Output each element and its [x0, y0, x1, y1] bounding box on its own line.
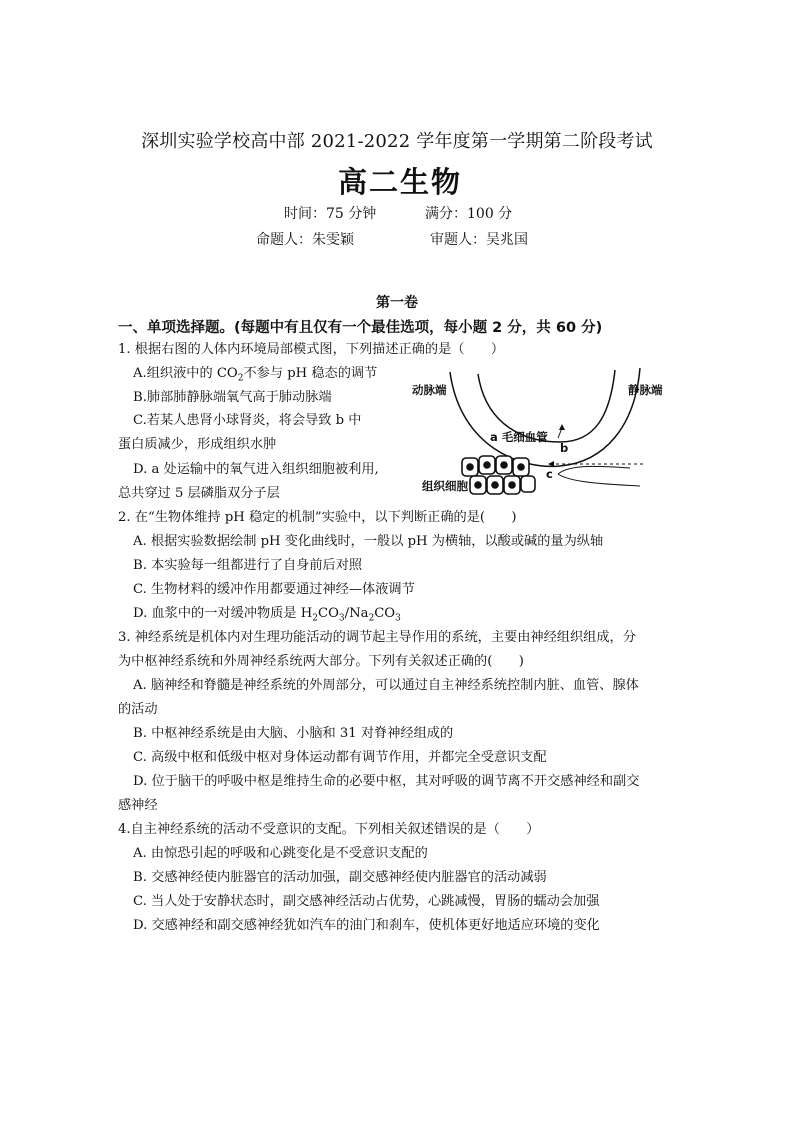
q2-option-c: C. 生物材料的缓冲作用都要通过神经—体液调节 — [133, 582, 415, 597]
q3-stem-line2: 为中枢神经系统和外周神经系统两大部分。下列有关叙述正确的( ) — [118, 654, 524, 669]
q1-option-c-line1: C.若某人患肾小球肾炎，将会导致 b 中 — [133, 413, 362, 428]
capillary-label: a 毛细血管 — [490, 430, 548, 444]
volume-title: 第一卷 — [376, 295, 418, 311]
q3-stem-line1: 3. 神经系统是机体内对生理功能活动的调节起主导作用的系统，主要由神经组织组成，分 — [118, 630, 636, 645]
q2-stem: 2. 在“生物体维持 pH 稳定的机制”实验中，以下判断正确的是( ) — [118, 510, 517, 525]
q1-option-d-line1: D. a 处运输中的氧气进入组织细胞被利用, — [133, 462, 379, 477]
q4-stem: 4.自主神经系统的活动不受意识的支配。下列相关叙述错误的是（ ） — [118, 822, 540, 837]
tissue-cells-label: 组织细胞 — [422, 479, 468, 493]
lymph-vessel — [558, 466, 630, 474]
q3-option-c: C. 高级中枢和低级中枢对身体运动都有调节作用，并都完全受意识支配 — [133, 750, 547, 765]
q1-option-c-line2: 蛋白质减少，形成组织水肿 — [118, 437, 277, 452]
exam-school-title: 深圳实验学校高中部 2021-2022 学年度第一学期第二阶段考试 — [141, 131, 653, 152]
q3-option-a-line2: 的活动 — [118, 702, 158, 717]
q2-option-a: A. 根据实验数据绘制 pH 变化曲线时，一般以 pH 为横轴，以酸或碱的量为纵轴 — [133, 534, 604, 549]
tissue-cells — [462, 456, 535, 494]
q3-option-d-line2: 感神经 — [118, 798, 158, 813]
section-title: 一、单项选择题。(每题中有且仅有一个最佳选项，每小题 2 分，共 60 分) — [118, 320, 603, 336]
q1-option-a: A.组织液中的 $CO_2$不参与 pH 稳态的调节 — [133, 366, 378, 384]
label-b: b — [560, 441, 569, 455]
exam-reviewer: 审题人：吴兆国 — [430, 232, 528, 248]
q1-stem: 1. 根据右图的人体内环境局部模式图，下列描述正确的是（ ） — [118, 342, 505, 357]
q1-option-b: B.肺部肺静脉端氧气高于肺动脉端 — [133, 390, 332, 405]
exam-full-score: 满分：100 分 — [425, 206, 513, 222]
q2-option-d: D. 血浆中的一对缓冲物质是 $H_2CO_3/Na_2CO_3$ — [133, 606, 401, 624]
exam-author: 命题人：朱雯颖 — [256, 232, 354, 248]
q3-option-a-line1: A. 脑神经和脊髓是神经系统的外周部分，可以通过自主神经系统控制内脏、血管、腺体 — [133, 678, 639, 693]
q2-option-b: B. 本实验每一组都进行了自身前后对照 — [133, 558, 363, 573]
q4-option-d: D. 交感神经和副交感神经犹如汽车的油门和刹车，使机体更好地适应环境的变化 — [133, 918, 600, 933]
q4-option-b: B. 交感神经使内脏器官的活动加强，副交感神经使内脏器官的活动减弱 — [133, 870, 547, 885]
label-c: c — [546, 467, 553, 481]
capillary-outer-wall — [450, 368, 640, 466]
q4-option-a: A. 由惊恐引起的呼吸和心跳变化是不受意识支配的 — [133, 846, 428, 861]
flow-arrow-head — [559, 424, 565, 430]
vein-end-label: 静脉端 — [628, 383, 663, 397]
q4-option-c: C. 当人处于安静状态时，副交感神经活动占优势，心跳减慢，胃肠的蠕动会加强 — [133, 894, 600, 909]
subject-title: 高二生物 — [338, 165, 463, 199]
artery-end-label: 动脉端 — [412, 383, 447, 397]
lymph-vessel-lower — [558, 474, 640, 486]
q1-option-d-line2: 总共穿过 5 层磷脂双分子层 — [118, 486, 280, 501]
exam-time: 时间：75 分钟 — [284, 206, 377, 222]
capillary-diagram — [400, 366, 690, 506]
q3-option-d-line1: D. 位于脑干的呼吸中枢是维持生命的必要中枢，其对呼吸的调节离不开交感神经和副交 — [133, 774, 640, 789]
q3-option-b: B. 中枢神经系统是由大脑、小脑和 31 对脊神经组成的 — [133, 726, 454, 741]
